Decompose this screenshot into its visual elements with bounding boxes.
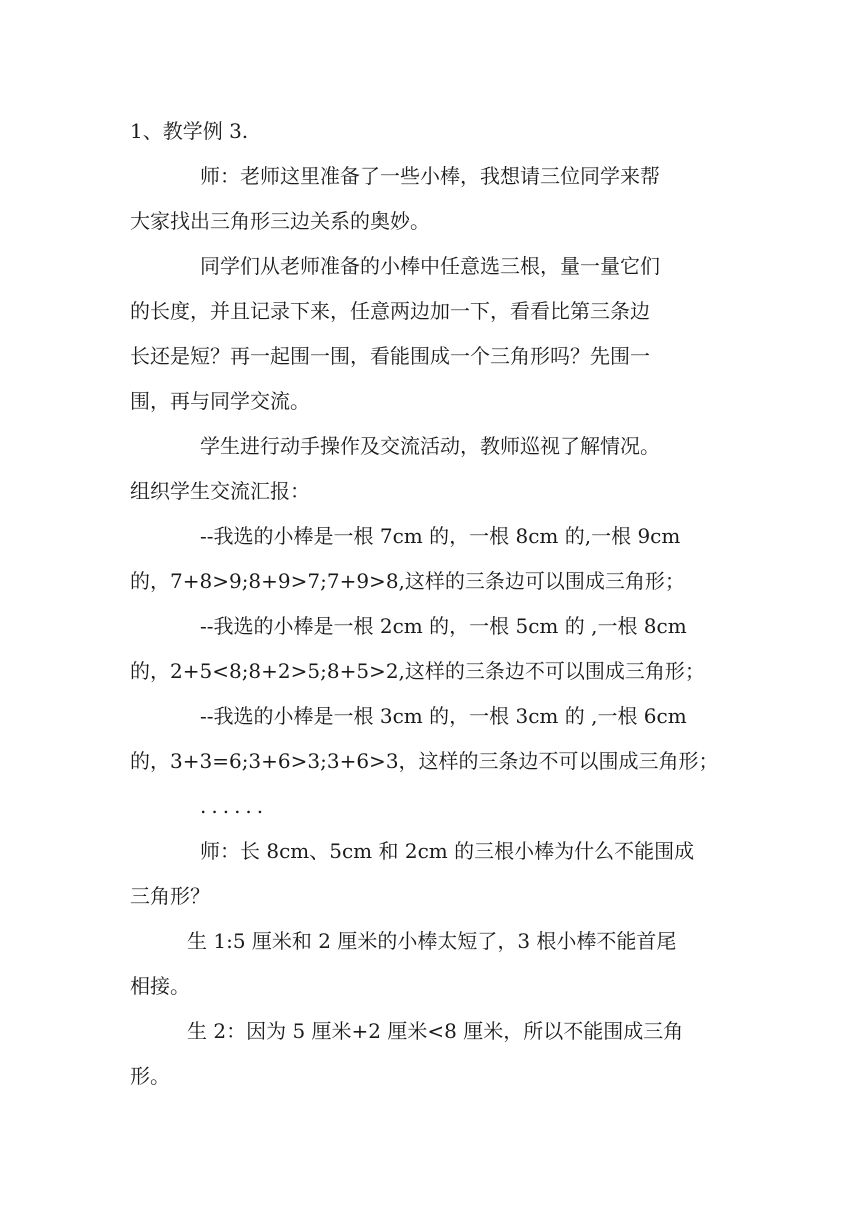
text-line: 大家找出三角形三边关系的奥妙。 — [130, 209, 430, 233]
text-line: 的长度，并且记录下来，任意两边加一下，看看比第三条边 — [130, 299, 650, 323]
document-body — [130, 111, 730, 1101]
text-line: 长还是短？再一起围一围，看能围成一个三角形吗？先围一 — [130, 344, 650, 368]
text-line: 相接。 — [130, 974, 190, 998]
teacher-line: 师：长 8cm、5cm 和 2cm 的三根小棒为什么不能围成 — [200, 839, 695, 863]
paragraph-line: 学生进行动手操作及交流活动，教师巡视了解情况。 — [200, 434, 660, 458]
student-report-line: --我选的小棒是一根 7cm 的，一根 8cm 的,一根 9cm — [200, 524, 681, 548]
student-answer-line: 生 2：因为 5 厘米+2 厘米<8 厘米，所以不能围成三角 — [187, 1019, 684, 1043]
text-line: 形。 — [130, 1064, 170, 1088]
ellipsis-line: ...... — [200, 794, 269, 818]
text-line: 围，再与同学交流。 — [130, 389, 310, 413]
paragraph-line: 同学们从老师准备的小棒中任意选三根，量一量它们 — [200, 254, 660, 278]
student-report-line: --我选的小棒是一根 3cm 的，一根 3cm 的 ,一根 6cm — [200, 704, 687, 728]
student-report-line: --我选的小棒是一根 2cm 的，一根 5cm 的 ,一根 8cm — [200, 614, 687, 638]
text-line: 组织学生交流汇报： — [130, 479, 310, 503]
student-answer-line: 生 1:5 厘米和 2 厘米的小棒太短了，3 根小棒不能首尾 — [187, 929, 677, 953]
section-heading: 1、教学例 3. — [130, 119, 249, 143]
teacher-line: 师：老师这里准备了一些小棒，我想请三位同学来帮 — [200, 164, 660, 188]
text-line: 的，7+8>9;8+9>7;7+9>8,这样的三条边可以围成三角形； — [130, 569, 685, 593]
text-line: 的，2+5<8;8+2>5;8+5>2,这样的三条边不可以围成三角形； — [130, 659, 705, 683]
text-line: 三角形？ — [130, 884, 210, 908]
text-line: 的，3+3=6;3+6>3;3+6>3，这样的三条边不可以围成三角形； — [130, 749, 719, 773]
